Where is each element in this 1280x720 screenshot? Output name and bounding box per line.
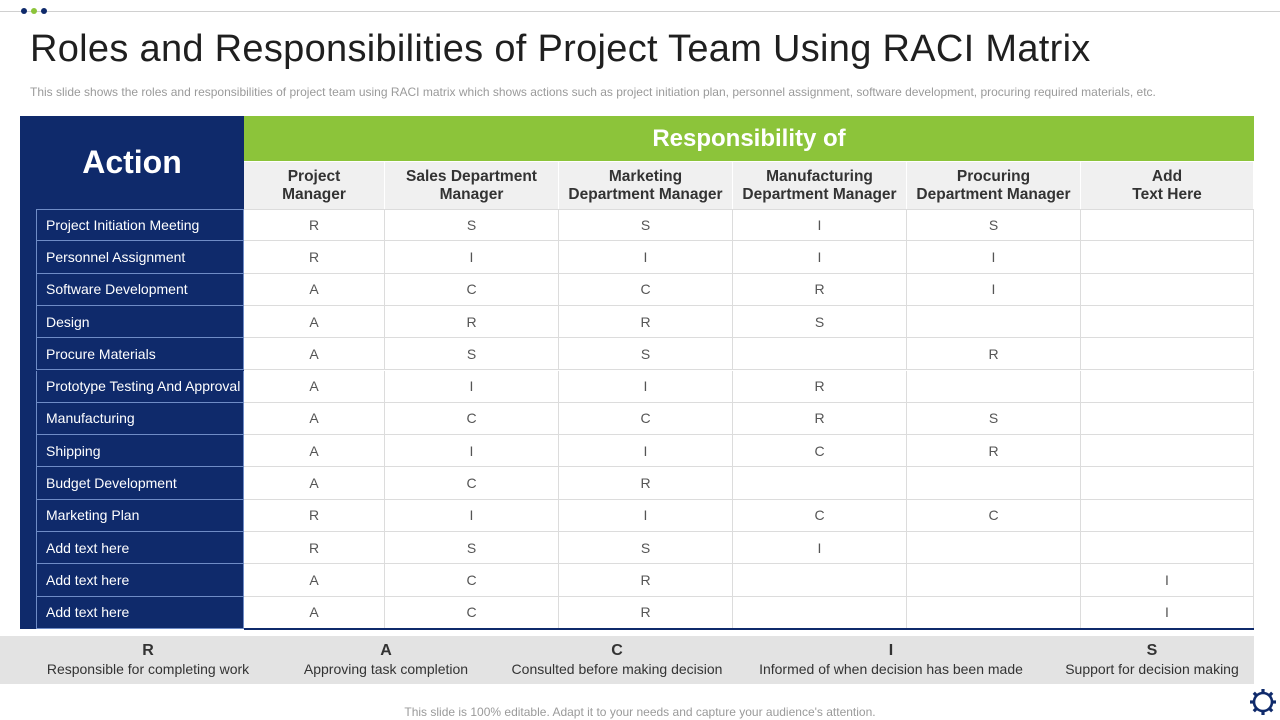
raci-cell: R	[559, 564, 733, 596]
legend-letter: A	[380, 642, 392, 659]
legend-letter: I	[888, 642, 894, 659]
raci-cell: I	[385, 435, 559, 467]
legend-letter: R	[142, 642, 154, 659]
raci-cell	[1081, 435, 1254, 467]
raci-cell: I	[385, 500, 559, 532]
raci-cell: R	[907, 338, 1081, 370]
raci-cell	[1081, 500, 1254, 532]
raci-cell: S	[559, 209, 733, 241]
raci-cell: S	[559, 532, 733, 564]
row-action-label: Personnel Assignment	[36, 241, 244, 273]
raci-cell: C	[385, 403, 559, 435]
raci-cell: A	[244, 597, 385, 629]
column-header-line: Marketing	[608, 167, 683, 185]
raci-cell: R	[559, 467, 733, 499]
footer-note: This slide is 100% editable. Adapt it to your needs and capture your audience's attention.	[404, 705, 876, 719]
raci-cell: I	[733, 532, 907, 564]
raci-cell: S	[907, 403, 1081, 435]
raci-cell: I	[733, 209, 907, 241]
raci-cell: A	[244, 403, 385, 435]
column-header-line: Manager	[282, 185, 346, 203]
raci-cell: A	[244, 371, 385, 403]
raci-cell: A	[244, 564, 385, 596]
legend-text: Approving task completion	[303, 661, 469, 677]
raci-cell	[1081, 306, 1254, 338]
raci-cell: I	[1081, 564, 1254, 596]
raci-cell: R	[244, 500, 385, 532]
row-action-label: Design	[36, 306, 244, 338]
raci-cell	[907, 564, 1081, 596]
raci-cell: I	[385, 241, 559, 273]
raci-cell: S	[385, 209, 559, 241]
column-header-line: Add	[1151, 167, 1183, 185]
raci-cell: A	[244, 435, 385, 467]
raci-cell: I	[559, 241, 733, 273]
column-header	[385, 162, 559, 209]
raci-cell: C	[733, 500, 907, 532]
legend-text: Informed of when decision has been made	[759, 661, 1023, 677]
raci-cell: C	[559, 403, 733, 435]
legend-text: Consulted before making decision	[511, 661, 723, 677]
action-header: Action	[82, 144, 182, 180]
raci-cell: I	[559, 435, 733, 467]
raci-cell	[1081, 241, 1254, 273]
raci-cell	[1081, 532, 1254, 564]
legend-item-i	[742, 636, 1040, 684]
raci-cell: R	[385, 306, 559, 338]
raci-cell: C	[385, 274, 559, 306]
raci-cell: R	[733, 403, 907, 435]
raci-cell: I	[1081, 597, 1254, 629]
raci-cell	[907, 371, 1081, 403]
legend-item-s	[1054, 636, 1250, 684]
legend-item-r	[20, 636, 276, 684]
raci-cell: C	[385, 467, 559, 499]
raci-cell	[907, 306, 1081, 338]
column-header	[559, 162, 733, 209]
column-header-line: Sales Department	[406, 167, 537, 185]
row-action-label: Project Initiation Meeting	[36, 209, 244, 241]
row-action-label: Marketing Plan	[36, 500, 244, 532]
raci-cell: C	[559, 274, 733, 306]
column-header	[244, 162, 385, 209]
row-action-label: Budget Development	[36, 467, 244, 499]
raci-cell	[1081, 338, 1254, 370]
raci-cell: A	[244, 467, 385, 499]
dot-3	[41, 8, 47, 14]
column-header-line: Manager	[439, 185, 504, 203]
raci-cell	[733, 338, 907, 370]
row-action-label: Software Development	[36, 274, 244, 306]
raci-cell: I	[907, 274, 1081, 306]
column-header	[1081, 162, 1254, 209]
raci-cell: C	[385, 564, 559, 596]
raci-cell: R	[907, 435, 1081, 467]
raci-cell: R	[559, 306, 733, 338]
raci-cell	[907, 597, 1081, 629]
row-action-label: Procure Materials	[36, 338, 244, 370]
raci-cell: C	[385, 597, 559, 629]
row-action-label: Add text here	[36, 597, 244, 629]
raci-cell: R	[244, 532, 385, 564]
raci-cell: C	[733, 435, 907, 467]
column-header-line: Procuring	[956, 167, 1031, 185]
raci-cell: R	[244, 209, 385, 241]
raci-cell: I	[559, 371, 733, 403]
raci-cell	[733, 564, 907, 596]
row-action-label: Prototype Testing And Approval	[36, 371, 244, 403]
raci-cell: R	[244, 241, 385, 273]
slide-subtitle: This slide shows the roles and responsibilities of project team using RACI matrix which shows actions such as project initiation plan, personnel assignment, software development, procuring required materials, etc.	[30, 85, 1156, 99]
raci-cell	[1081, 209, 1254, 241]
row-action-label: Manufacturing	[36, 403, 244, 435]
raci-cell	[1081, 371, 1254, 403]
raci-cell: R	[733, 371, 907, 403]
raci-cell: S	[385, 338, 559, 370]
row-action-label: Shipping	[36, 435, 244, 467]
raci-cell	[907, 467, 1081, 499]
slide-title: Roles and Responsibilities of Project Team Using RACI Matrix	[30, 28, 1091, 70]
column-header-line: Manufacturing	[766, 167, 873, 185]
raci-cell	[1081, 403, 1254, 435]
legend-bar	[0, 636, 1254, 684]
raci-cell	[733, 467, 907, 499]
legend-text: Responsible for completing work	[46, 661, 250, 677]
gear-icon	[1249, 688, 1277, 716]
top-divider	[0, 11, 1280, 12]
column-header-line: Department Manager	[742, 185, 897, 203]
row-action-label: Add text here	[36, 564, 244, 596]
row-action-label: Add text here	[36, 532, 244, 564]
raci-cell: I	[907, 241, 1081, 273]
raci-cell: R	[733, 274, 907, 306]
raci-cell: S	[733, 306, 907, 338]
table-bottom-rule	[244, 628, 1254, 630]
raci-cell	[1081, 467, 1254, 499]
dot-2	[31, 8, 37, 14]
column-header-line: Project	[287, 167, 341, 185]
column-header-line: Department Manager	[568, 185, 723, 203]
raci-cell: I	[559, 500, 733, 532]
legend-item-a	[286, 636, 486, 684]
decorative-dots	[21, 8, 47, 14]
raci-cell: I	[385, 371, 559, 403]
column-header	[733, 162, 907, 209]
raci-cell	[1081, 274, 1254, 306]
column-header-line: Text Here	[1132, 185, 1202, 203]
legend-letter: S	[1146, 642, 1158, 659]
raci-cell: S	[907, 209, 1081, 241]
raci-cell	[733, 597, 907, 629]
raci-cell: A	[244, 274, 385, 306]
raci-cell: I	[733, 241, 907, 273]
raci-cell: A	[244, 306, 385, 338]
legend-text: Support for decision making	[1065, 661, 1239, 677]
responsibility-header: Responsibility of	[244, 116, 1254, 161]
legend-letter: C	[611, 642, 623, 659]
raci-cell: S	[385, 532, 559, 564]
raci-cell: C	[907, 500, 1081, 532]
legend-item-c	[502, 636, 732, 684]
raci-cell: A	[244, 338, 385, 370]
dot-1	[21, 8, 27, 14]
column-header-line: Department Manager	[916, 185, 1071, 203]
column-header	[907, 162, 1081, 209]
raci-cell: R	[559, 597, 733, 629]
raci-cell: S	[559, 338, 733, 370]
raci-cell	[907, 532, 1081, 564]
